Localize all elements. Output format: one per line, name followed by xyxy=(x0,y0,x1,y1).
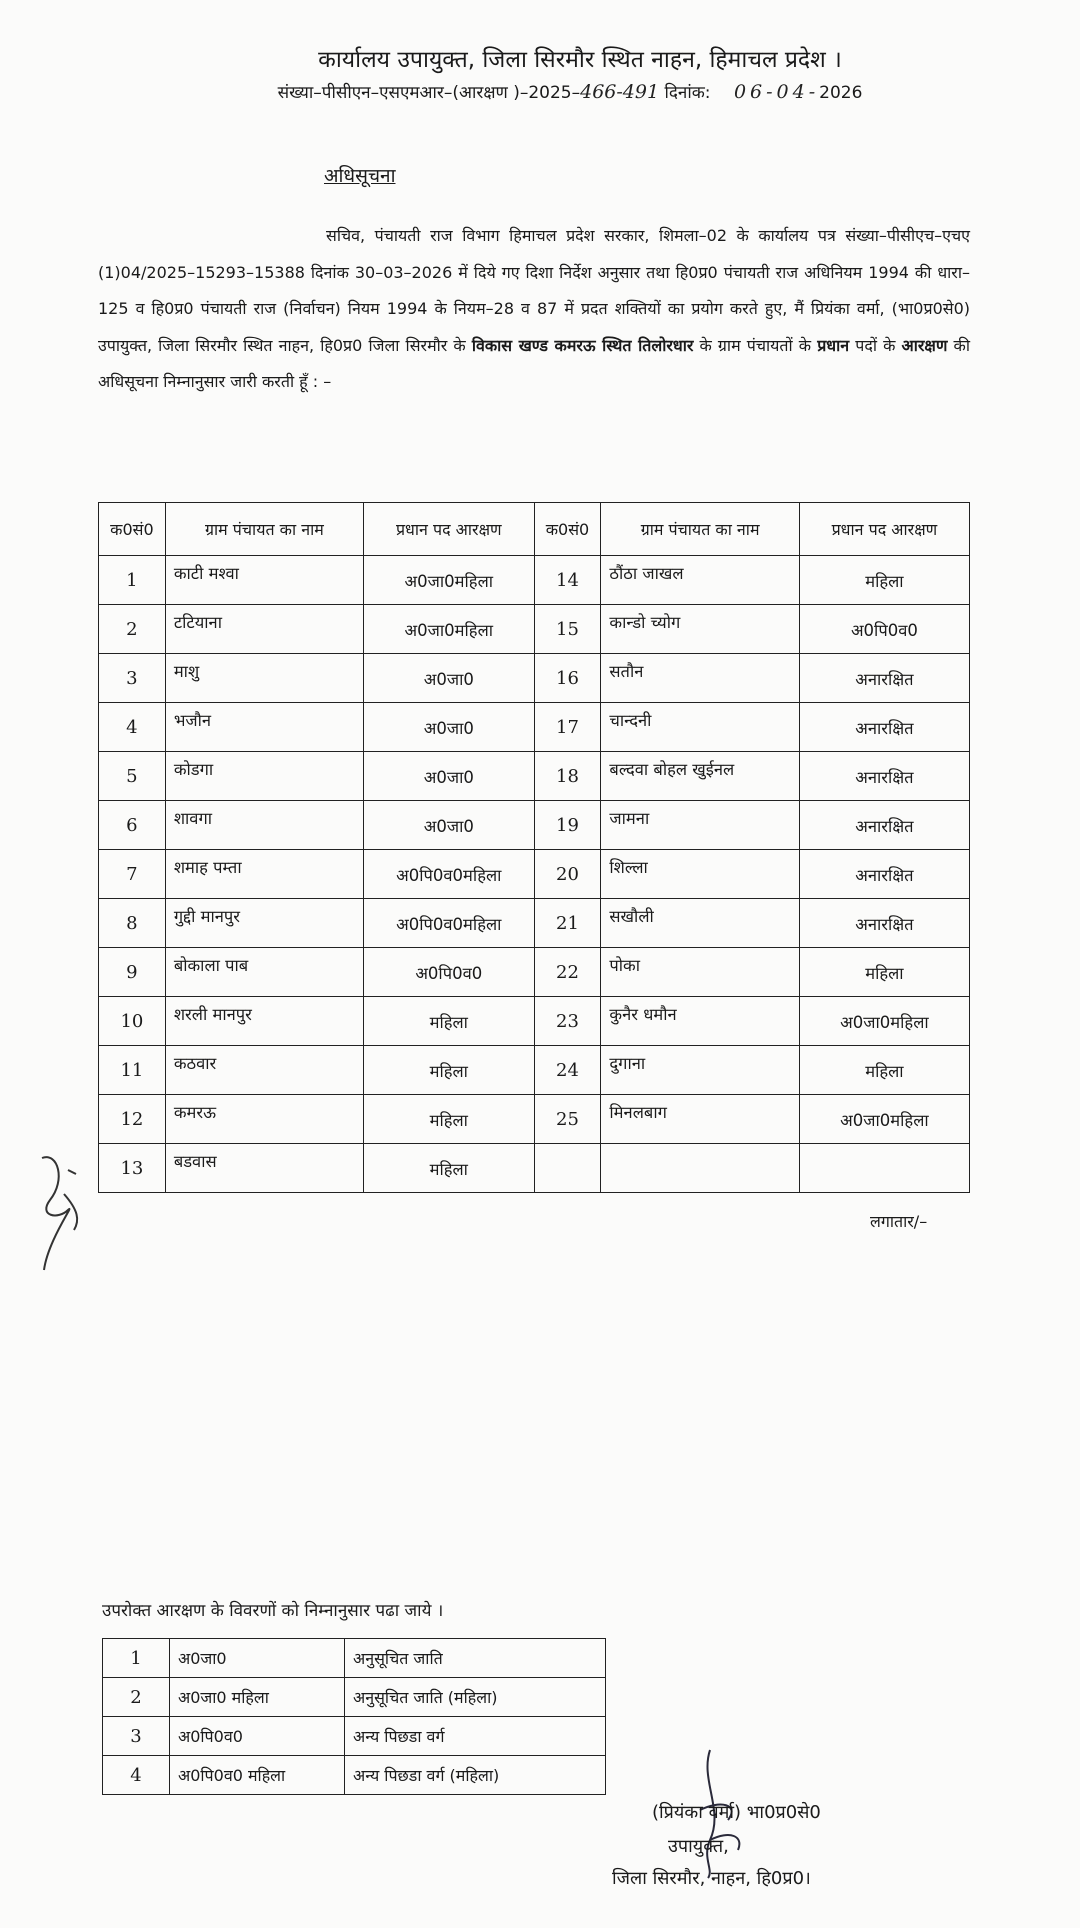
table-cell: बोकाला पाब xyxy=(165,948,363,997)
table-cell: 12 xyxy=(99,1095,166,1144)
reservation-table xyxy=(98,502,970,1193)
table-cell: ठौंठा जाखल xyxy=(601,556,799,605)
table-cell: अ0पि0व0 xyxy=(799,605,969,654)
table-row xyxy=(99,850,970,899)
legend-row xyxy=(103,1756,606,1795)
body-text-3: पदों के xyxy=(849,335,902,355)
table-cell: 9 xyxy=(99,948,166,997)
legend-row xyxy=(103,1678,606,1717)
table-cell: काटी मश्वा xyxy=(165,556,363,605)
table-cell: 23 xyxy=(534,997,601,1046)
table-cell: 22 xyxy=(534,948,601,997)
table-cell xyxy=(799,1144,969,1193)
table-cell: अ0पि0व0महिला xyxy=(363,850,534,899)
reference-number-prefix: संख्या–पीसीएन–एसएमआर–(आरक्षण )–2025– xyxy=(277,83,581,103)
table-cell: 7 xyxy=(99,850,166,899)
body-bold-block: विकास खण्ड कमरऊ स्थित तिलोरधार xyxy=(471,335,694,355)
table-cell: बल्दवा बोहल खुईनल xyxy=(601,752,799,801)
table-cell: महिला xyxy=(799,948,969,997)
table-cell: 10 xyxy=(99,997,166,1046)
table-cell: पोका xyxy=(601,948,799,997)
table-cell: कठवार xyxy=(165,1046,363,1095)
table-cell: सतौन xyxy=(601,654,799,703)
table-cell: कान्डो च्योग xyxy=(601,605,799,654)
table-cell: 19 xyxy=(534,801,601,850)
legend-title: उपरोक्त आरक्षण के विवरणों को निम्नानुसार पढा जाये । xyxy=(102,1601,444,1621)
body-text-2: के ग्राम पंचायतों के xyxy=(693,335,818,355)
table-cell: महिला xyxy=(799,1046,969,1095)
table-cell: शमाह पम्ता xyxy=(165,850,363,899)
table-cell: दुगाना xyxy=(601,1046,799,1095)
legend-table xyxy=(102,1638,606,1795)
table-cell: 13 xyxy=(99,1144,166,1193)
table-cell: महिला xyxy=(363,1144,534,1193)
table-cell: महिला xyxy=(799,556,969,605)
column-header: ग्राम पंचायत का नाम xyxy=(601,503,799,556)
legend-cell: 4 xyxy=(103,1756,170,1795)
table-cell: 17 xyxy=(534,703,601,752)
reference-line xyxy=(30,80,1080,103)
body-bold-post: प्रधान xyxy=(817,335,850,355)
table-cell: 21 xyxy=(534,899,601,948)
legend-cell: अ0पि0व0 xyxy=(170,1717,345,1756)
legend-cell: अ0जा0 महिला xyxy=(170,1678,345,1717)
body-bold-reservation: आरक्षण xyxy=(901,335,948,355)
table-cell: टटियाना xyxy=(165,605,363,654)
table-cell: 4 xyxy=(99,703,166,752)
table-row xyxy=(99,605,970,654)
legend-cell: 1 xyxy=(103,1639,170,1678)
table-cell: 15 xyxy=(534,605,601,654)
notification-body xyxy=(98,218,970,401)
table-cell: 1 xyxy=(99,556,166,605)
table-cell: 6 xyxy=(99,801,166,850)
initials-signature xyxy=(28,1150,88,1280)
legend-cell: 3 xyxy=(103,1717,170,1756)
table-cell: 18 xyxy=(534,752,601,801)
date-year: 2026 xyxy=(819,83,863,103)
legend-cell: अ0जा0 xyxy=(170,1639,345,1678)
table-cell: 3 xyxy=(99,654,166,703)
table-cell: अ0जा0महिला xyxy=(799,997,969,1046)
table-cell: अ0पि0व0महिला xyxy=(363,899,534,948)
table-cell: अनारक्षित xyxy=(799,752,969,801)
table-cell: सखौली xyxy=(601,899,799,948)
table-cell: 20 xyxy=(534,850,601,899)
table-cell: कुनैर धमौन xyxy=(601,997,799,1046)
table-row xyxy=(99,997,970,1046)
table-cell: महिला xyxy=(363,997,534,1046)
table-cell: अ0जा0 xyxy=(363,654,534,703)
table-row xyxy=(99,1095,970,1144)
table-cell: मिनलबाग xyxy=(601,1095,799,1144)
column-header: क0सं0 xyxy=(99,503,166,556)
legend-cell: अन्य पिछडा वर्ग (महिला) xyxy=(345,1756,606,1795)
table-cell: अनारक्षित xyxy=(799,899,969,948)
table-cell: अनारक्षित xyxy=(799,703,969,752)
continued-label: लगातार/– xyxy=(870,1212,928,1231)
legend-cell: 2 xyxy=(103,1678,170,1717)
table-cell: अ0पि0व0 xyxy=(363,948,534,997)
table-cell: 24 xyxy=(534,1046,601,1095)
table-cell xyxy=(601,1144,799,1193)
legend-cell: अ0पि0व0 महिला xyxy=(170,1756,345,1795)
table-row xyxy=(99,752,970,801)
body-text-4: की अधिसूचना निम्नानुसार जारी करती हूँ : – xyxy=(98,335,970,391)
column-header: क0सं0 xyxy=(534,503,601,556)
table-cell: 5 xyxy=(99,752,166,801)
body-text-1: सचिव, पंचायती राज विभाग हिमाचल प्रदेश सरकार, शिमला–02 के कार्यालय पत्र संख्या–पीसीएच–एचए (1)04/2025–15293–15388 दिनांक 30–03–2026 में दिये गए दिशा निर्देश अनुसार तथा हि0प्र0 पंचायती राज अधिनियम 1994 की धारा–125 व हि0प्र0 पंचायती राज (निर्वाचन) नियम 1994 के नियम–28 व 87 में प्रदत शक्तियों का प्रयोग करते हुए, मैं प्रियंका वर्मा, (भा0प्र0से0) उपायुक्त, जिला सिरमौर स्थित नाहन, हि0प्र0 जिला सिरमौर के xyxy=(98,226,970,355)
signatory-place: जिला सिरमौर, नाहन, हि0प्र0। xyxy=(612,1868,811,1889)
table-cell: अनारक्षित xyxy=(799,850,969,899)
table-cell: अनारक्षित xyxy=(799,654,969,703)
table-cell: 2 xyxy=(99,605,166,654)
table-cell: बडवास xyxy=(165,1144,363,1193)
table-row xyxy=(99,556,970,605)
table-row xyxy=(99,899,970,948)
table-cell: अ0जा0 xyxy=(363,801,534,850)
legend-cell: अनुसूचित जाति xyxy=(345,1639,606,1678)
notification-title: अधिसूचना xyxy=(324,165,396,187)
legend-row xyxy=(103,1717,606,1756)
table-cell: भजौन xyxy=(165,703,363,752)
table-cell: शावगा xyxy=(165,801,363,850)
table-cell xyxy=(534,1144,601,1193)
table-cell: 8 xyxy=(99,899,166,948)
column-header: प्रधान पद आरक्षण xyxy=(799,503,969,556)
table-cell: अ0जा0महिला xyxy=(363,556,534,605)
reference-number-handwritten: 466-491 xyxy=(580,81,660,103)
table-cell: महिला xyxy=(363,1046,534,1095)
table-cell: शिल्ला xyxy=(601,850,799,899)
table-cell: कोडगा xyxy=(165,752,363,801)
table-row xyxy=(99,654,970,703)
table-row xyxy=(99,703,970,752)
column-header: ग्राम पंचायत का नाम xyxy=(165,503,363,556)
table-row xyxy=(99,801,970,850)
table-header-row xyxy=(99,503,970,556)
table-cell: माशु xyxy=(165,654,363,703)
table-cell: अनारक्षित xyxy=(799,801,969,850)
table-cell: अ0जा0महिला xyxy=(363,605,534,654)
table-cell: 11 xyxy=(99,1046,166,1095)
legend-cell: अनुसूचित जाति (महिला) xyxy=(345,1678,606,1717)
table-cell: जामना xyxy=(601,801,799,850)
table-cell: गुद्दी मानपुर xyxy=(165,899,363,948)
table-cell: 14 xyxy=(534,556,601,605)
table-cell: महिला xyxy=(363,1095,534,1144)
table-cell: 25 xyxy=(534,1095,601,1144)
table-cell: अ0जा0महिला xyxy=(799,1095,969,1144)
office-heading: कार्यालय उपायुक्त, जिला सिरमौर स्थित नाहन, हिमाचल प्रदेश । xyxy=(318,47,842,73)
signatory-designation: उपायुक्त, xyxy=(668,1836,729,1857)
table-cell: चान्दनी xyxy=(601,703,799,752)
table-row xyxy=(99,948,970,997)
date-handwritten: 06-04- xyxy=(733,81,820,103)
column-header: प्रधान पद आरक्षण xyxy=(363,503,534,556)
table-cell: शरली मानपुर xyxy=(165,997,363,1046)
table-cell: अ0जा0 xyxy=(363,703,534,752)
legend-cell: अन्य पिछडा वर्ग xyxy=(345,1717,606,1756)
table-cell: कमरऊ xyxy=(165,1095,363,1144)
table-row xyxy=(99,1144,970,1193)
legend-row xyxy=(103,1639,606,1678)
table-cell: अ0जा0 xyxy=(363,752,534,801)
table-row xyxy=(99,1046,970,1095)
table-cell: 16 xyxy=(534,654,601,703)
date-label: दिनांक: xyxy=(659,83,711,103)
signatory-name: (प्रियंका वर्मा) भा0प्र0से0 xyxy=(652,1802,821,1823)
